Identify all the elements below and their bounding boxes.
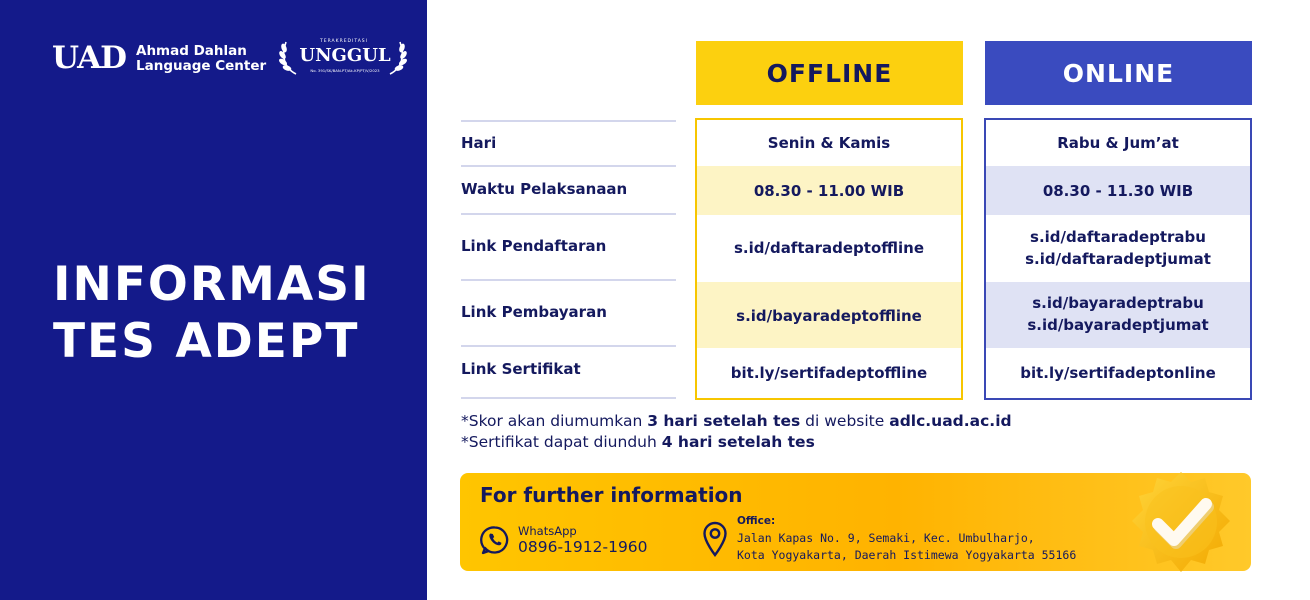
check-badge-icon	[1128, 468, 1234, 580]
offline-cell-pendaftaran	[695, 215, 963, 281]
row-divider	[461, 120, 676, 122]
row-label-waktu: Waktu Pelaksanaan	[461, 180, 628, 198]
note-cert-days: 4 hari setelah tes	[661, 433, 815, 451]
offline-link-pembayaran[interactable]: s.id/bayaradeptoffline	[736, 307, 922, 325]
contact-title: For further information	[480, 483, 743, 507]
note-score-text: *Skor akan diumumkan	[461, 412, 648, 430]
org-name	[136, 44, 266, 74]
note-score	[461, 412, 1012, 430]
online-link-pendaftaran-jumat[interactable]: s.id/daftaradeptjumat	[1025, 250, 1211, 268]
offline-cell-waktu	[695, 166, 963, 215]
title-line1: INFORMASI	[53, 257, 371, 312]
uad-logo: UAD	[52, 40, 127, 76]
page-title	[53, 256, 371, 370]
online-header: ONLINE	[985, 41, 1252, 105]
online-cell-pendaftaran	[984, 215, 1252, 281]
laurel-icon	[278, 38, 300, 76]
row-divider	[461, 213, 676, 215]
note-cert-text: *Sertifikat dapat diunduh	[461, 433, 662, 451]
row-label-sertifikat: Link Sertifikat	[461, 360, 581, 378]
online-cell-hari	[984, 120, 1252, 166]
office-address-line2: Kota Yogyakarta, Daerah Istimewa Yogyakarta 55166	[737, 548, 1077, 562]
offline-cell-pembayaran	[695, 281, 963, 351]
online-link-pembayaran-jumat[interactable]: s.id/bayaradeptjumat	[1027, 316, 1209, 334]
offline-link-sertifikat[interactable]: bit.ly/sertifadeptoffline	[730, 363, 928, 382]
online-cell-waktu	[984, 166, 1252, 215]
row-divider	[461, 165, 676, 167]
row-divider	[461, 279, 676, 281]
row-label-pendaftaran: Link Pendaftaran	[461, 237, 607, 255]
note-website-link[interactable]: adlc.uad.ac.id	[889, 412, 1012, 430]
whatsapp-number[interactable]: 0896-1912-1960	[518, 538, 648, 556]
offline-link-pendaftaran[interactable]: s.id/daftaradeptoffline	[733, 239, 925, 257]
note-certificate	[461, 433, 815, 451]
offline-header: OFFLINE	[696, 41, 963, 105]
online-link-sertifikat[interactable]: bit.ly/sertifadeptonline	[1020, 363, 1216, 382]
online-waktu: 08.30 - 11.30 WIB	[1042, 181, 1194, 200]
accreditation-number: No. 391/SK/BAN-PT/Ak-KP/PT/V/2023	[310, 68, 380, 73]
row-label-hari: Hari	[461, 134, 497, 152]
note-score-days: 3 hari setelah tes	[647, 412, 801, 430]
org-name-line2: Language Center	[136, 58, 267, 74]
offline-cell-sertifikat	[695, 347, 963, 398]
offline-waktu: 08.30 - 11.00 WIB	[753, 181, 905, 200]
left-panel	[0, 0, 427, 600]
accreditation-top: TERAKREDITASI	[320, 39, 368, 44]
whatsapp-icon	[480, 525, 510, 555]
location-pin-icon	[702, 521, 728, 557]
title-line2: TES ADEPT	[53, 314, 360, 369]
org-name-line1: Ahmad Dahlan	[136, 43, 247, 59]
note-score-text2: di website	[800, 412, 890, 430]
online-cell-sertifikat	[984, 347, 1252, 398]
online-link-pembayaran-rabu[interactable]: s.id/bayaradeptrabu	[1032, 294, 1204, 312]
online-hari: Rabu & Jum’at	[1057, 134, 1179, 152]
row-divider	[461, 397, 676, 399]
offline-cell-hari	[695, 120, 963, 166]
offline-hari: Senin & Kamis	[767, 134, 891, 152]
office-address-line1: Jalan Kapas No. 9, Semaki, Kec. Umbulharjo,	[737, 531, 1035, 545]
row-divider	[461, 345, 676, 347]
online-cell-pembayaran	[984, 281, 1252, 347]
online-link-pendaftaran-rabu[interactable]: s.id/daftaradeptrabu	[1030, 228, 1206, 246]
whatsapp-label: WhatsApp	[518, 524, 577, 538]
accreditation-main: UNGGUL	[299, 45, 391, 66]
office-label: Office:	[737, 515, 776, 527]
accreditation-badge	[278, 38, 408, 76]
row-label-pembayaran: Link Pembayaran	[461, 303, 607, 321]
